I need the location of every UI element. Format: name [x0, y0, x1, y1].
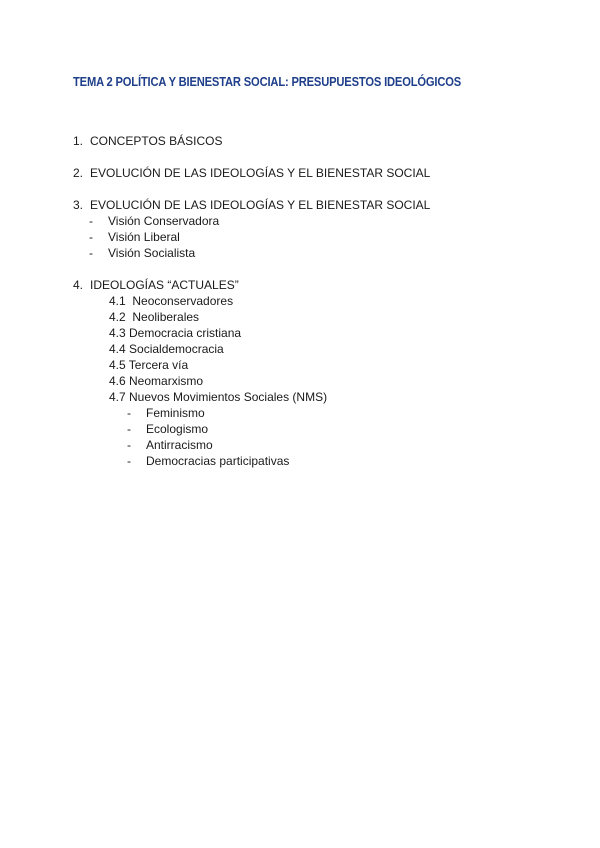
- list-item: 4.4 Socialdemocracia: [109, 342, 224, 356]
- dash-bullet: -: [89, 230, 93, 244]
- list-item-label: Democracias participativas: [146, 454, 290, 468]
- section-heading: [73, 197, 533, 213]
- page-title: TEMA 2 POLÍTICA Y BIENESTAR SOCIAL: PRESUPUESTOS IDEOLÓGICOS: [73, 74, 462, 89]
- list-item-label: Feminismo: [146, 406, 205, 420]
- section-label: EVOLUCIÓN DE LAS IDEOLOGÍAS Y EL BIENESTAR SOCIAL: [90, 166, 431, 180]
- list-item: 4.2 Neoliberales: [109, 310, 200, 324]
- section-number: 2.: [73, 166, 84, 180]
- list-item: [73, 229, 533, 245]
- list-item-label: Ecologismo: [146, 422, 209, 436]
- list-item-label: Antirracismo: [146, 438, 213, 452]
- section-number: 4.: [73, 278, 84, 292]
- section-heading: [73, 133, 533, 149]
- nms-list: [73, 405, 533, 469]
- list-item: 4.1 Neoconservadores: [109, 294, 234, 308]
- section-label: CONCEPTOS BÁSICOS: [90, 134, 223, 148]
- list-item: [73, 453, 533, 469]
- list-item: 4.3 Democracia cristiana: [109, 326, 242, 340]
- list-item-label: Visión Liberal: [108, 230, 180, 244]
- list-item: [73, 437, 533, 453]
- outline-list: [73, 133, 533, 485]
- list-item: [73, 421, 533, 437]
- dash-bullet: -: [127, 438, 131, 452]
- list-item-label: Visión Socialista: [108, 246, 196, 260]
- dash-bullet: -: [89, 246, 93, 260]
- section-heading: [73, 277, 533, 293]
- section-3: [73, 197, 533, 261]
- list-item: [73, 405, 533, 421]
- list-item-label: Visión Conservadora: [108, 214, 220, 228]
- dash-bullet: -: [127, 422, 131, 436]
- section-heading: [73, 165, 533, 181]
- list-item: 4.6 Neomarxismo: [109, 374, 204, 388]
- section-label: EVOLUCIÓN DE LAS IDEOLOGÍAS Y EL BIENESTAR SOCIAL: [90, 198, 431, 212]
- list-item: [73, 213, 533, 229]
- section-2: [73, 165, 533, 181]
- dash-bullet: -: [127, 406, 131, 420]
- list-item: 4.5 Tercera vía: [109, 358, 189, 372]
- section-1: [73, 133, 533, 149]
- section-number: 3.: [73, 198, 84, 212]
- list-item: [73, 245, 533, 261]
- vision-list: [73, 213, 533, 261]
- ideology-list: [73, 293, 533, 405]
- section-4: [73, 277, 533, 469]
- list-item: 4.7 Nuevos Movimientos Sociales (NMS): [109, 390, 328, 404]
- section-label: IDEOLOGÍAS “ACTUALES”: [90, 278, 239, 292]
- dash-bullet: -: [127, 454, 131, 468]
- section-number: 1.: [73, 134, 84, 148]
- dash-bullet: -: [89, 214, 93, 228]
